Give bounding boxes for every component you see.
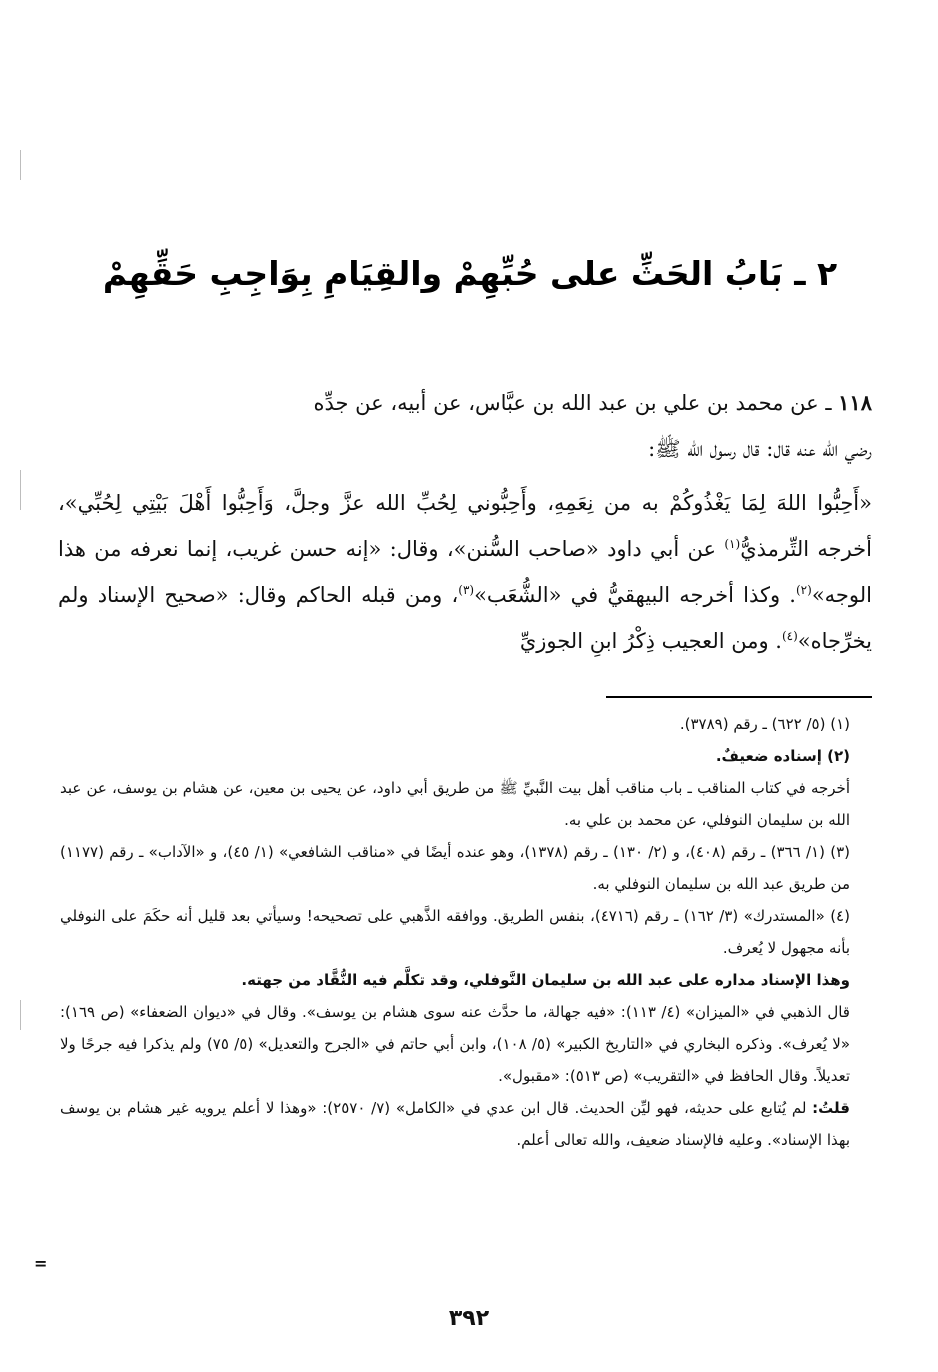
footnote-note: وهذا الإسناد مداره على عبد الله بن سليمان النَّوفلي، وقد تكلَّم فيه النُّقَّاد من جهته. xyxy=(241,971,850,989)
footnote-3: (٣) (١/ ٣٦٦) ـ رقم (٤٠٨)، و (٢/ ١٣٠) ـ رقم (١٣٧٨)، وهو عنده أيضًا في «مناقب الشافعي» (١/ ٤٥)، و «الآداب» ـ رقم (١١٧٧) من طريق عبد الله بن سليمان النوفلي به. xyxy=(60,843,851,893)
hadith-commentary-4: . ومن العجيب ذِكْرُ ابنِ الجوزيِّ xyxy=(519,629,782,653)
qultu-label: قلتُ: xyxy=(812,1099,850,1117)
footnote-dhahabi: قال الذهبي في «الميزان» (٤/ ١١٣): «فيه جهالة، ما حدَّث عنه سوى هشام بن يوسف». وقال في «ديوان الضعفاء» (ص ١٦٩): «لا يُعرف». وذكره البخاري في «التاريخ الكبير» (٥/ ١٠٨)، وابن أبي حاتم في «الجرح والتعديل» (٥/ ٧٥) ولم يذكرا فيه جرحًا ولا تعديلاً. وقال الحافظ في «التقريب» (ص ٥١٣): «مقبول». xyxy=(60,1003,851,1085)
page-number: ٣٩٢ xyxy=(448,1306,490,1331)
hadith-text xyxy=(58,380,872,664)
footnotes-section xyxy=(60,708,874,1156)
scan-edge-mark xyxy=(20,1000,21,1030)
hadith-isnad-line2: رضي الله عنه قال: قال رسول الله ﷺ: xyxy=(648,437,872,461)
hadith-commentary-3: ، ومن قبله الحاكم وقال: «صحيح الإسناد ولم يخرِّجاه» xyxy=(58,583,872,653)
qultu-text: لم يُتابع على حديثه، فهو ليِّن الحديث. قال ابن عدي في «الكامل» (٧/ ٢٥٧٠): «وهذا لا أعلم يرويه غير هشام بن يوسف بهذا الإسناد». وعليه فالإسناد ضعيف، والله تعالى أعلم. xyxy=(60,1099,850,1149)
hadith-isnad-line1 xyxy=(58,380,872,426)
chapter-title: ٢ ـ بَابُ الحَثِّ على حُبِّهِمْ والقِيَامِ بِوَاجِبِ حَقِّهِمْ xyxy=(102,254,838,293)
hadith-number: ١١٨ xyxy=(838,390,872,415)
footnote-divider xyxy=(606,696,872,698)
footnote-ref-3[interactable]: (٣) xyxy=(458,583,475,597)
footnote-ref-1[interactable]: (١) xyxy=(724,537,741,551)
footnote-ref-4[interactable]: (٤) xyxy=(781,629,798,643)
hadith-commentary-1: عن أبي داود «صاحب السُّنن»، وقال: «إنه حسن غريب، إنما نعرفه من هذا الوجه» xyxy=(58,537,872,607)
footnote-1: (١) (٥/ ٦٢٢) ـ رقم (٣٧٨٩). xyxy=(679,715,850,733)
scan-edge-mark xyxy=(20,150,21,180)
hadith-isnad: ـ عن محمد بن علي بن عبد الله بن عبَّاس، عن أبيه، عن جدِّه xyxy=(313,391,832,415)
hadith-commentary-2: . وكذا أخرجه البيهقيُّ في «الشُّعَب» xyxy=(474,583,796,607)
footnote-2-detail: أخرجه في كتاب المناقب ـ باب مناقب أهل بيت النَّبيِّ ﷺ من طريق أبي داود، عن يحيى بن معين، عن هشام بن يوسف، عن عبد الله بن سليمان النوفلي، عن محمد بن علي به. xyxy=(60,779,850,829)
footnote-2: (٢) إسناده ضعيفٌ. xyxy=(715,747,850,765)
scan-edge-mark xyxy=(20,470,21,510)
hadith-matn-paragraph xyxy=(58,480,872,664)
continuation-mark: = xyxy=(34,1254,48,1273)
footnote-ref-2[interactable]: (٢) xyxy=(795,583,812,597)
footnote-qultu xyxy=(60,1092,874,1156)
footnote-4: (٤) «المستدرك» (٣/ ١٦٢) ـ رقم (٤٧١٦)، بنفس الطريق. ووافقه الذَّهبي على تصحيحه! وسيأتي بعد قليل أنه حكَمَ على النوفلي بأنه مجهول لا يُعرف. xyxy=(60,907,850,957)
hadith-matn: «أَحِبُّوا اللهَ لِمَا يَغْذُوكُمْ به من نِعَمِهِ، وأَحِبُّوني لِحُبِّ الله عزَّ وجلَّ، وَأَحِبُّوا أَهْلَ بَيْتِي لِحُبِّي»، أخرجه التِّرمذيُّ xyxy=(58,491,872,561)
